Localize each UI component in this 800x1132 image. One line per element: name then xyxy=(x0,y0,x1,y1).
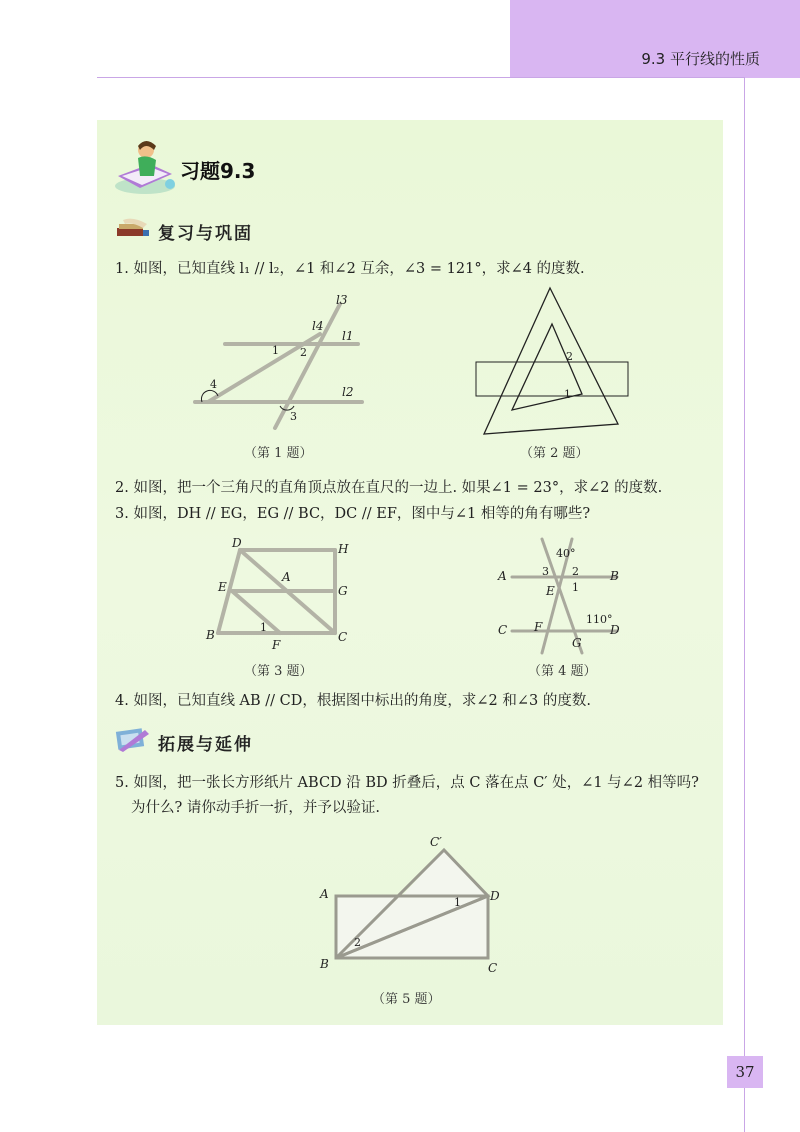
problem-5-line-1: 5. 如图，把一张长方形纸片 ABCD 沿 BD 折叠后，点 C 落在点 C′ 处，∠1 与∠2 相等吗? xyxy=(115,775,699,791)
section-title: 9.3 平行线的性质 xyxy=(641,50,760,68)
label-angle-1: 1 xyxy=(260,621,267,634)
label-angle-1: 1 xyxy=(272,344,279,357)
figure-5 xyxy=(316,830,506,978)
section-heading-extension: 拓展与延伸 xyxy=(158,735,253,755)
label-C-prime: C′ xyxy=(430,835,442,849)
margin-rule xyxy=(744,78,745,1132)
figure-2 xyxy=(470,284,632,438)
extension-pencil-icon xyxy=(113,726,153,752)
problem-3: 3. 如图，DH // EG，EG // BC，DC // EF，图中与∠1 相等的角有哪些? xyxy=(115,506,591,522)
figure-1 xyxy=(190,292,370,430)
label-D: D xyxy=(490,889,500,903)
exercise-title: 习题9.3 xyxy=(180,159,256,183)
label-E: E xyxy=(546,584,555,598)
label-B: B xyxy=(320,957,329,971)
label-40-degrees: 40° xyxy=(556,547,576,560)
label-E: E xyxy=(218,580,227,594)
label-C: C xyxy=(488,961,498,975)
label-angle-1: 1 xyxy=(454,896,461,909)
page-number: 37 xyxy=(727,1056,763,1088)
label-l1: l1 xyxy=(342,329,354,343)
caption-figure-5: （第 5 题） xyxy=(372,992,441,1007)
label-A: A xyxy=(282,570,291,584)
label-A: A xyxy=(498,569,507,583)
label-angle-4: 4 xyxy=(210,378,217,391)
figure-3 xyxy=(200,535,360,653)
triangle-outer xyxy=(484,288,618,434)
label-D: D xyxy=(610,623,620,637)
label-angle-3: 3 xyxy=(542,565,549,578)
figure-4 xyxy=(492,535,630,655)
label-110-degrees: 110° xyxy=(586,613,613,626)
label-l2: l2 xyxy=(342,385,354,399)
section-heading-review: 复习与巩固 xyxy=(158,224,253,244)
label-F: F xyxy=(534,620,543,634)
triangle-inner xyxy=(512,324,582,410)
review-books-icon xyxy=(113,218,153,240)
label-angle-2: 2 xyxy=(572,565,579,578)
label-angle-2: 2 xyxy=(354,936,361,949)
ruler xyxy=(476,362,628,396)
label-G: G xyxy=(338,584,348,598)
label-C: C xyxy=(498,623,508,637)
label-l3: l3 xyxy=(336,293,348,307)
problem-1: 1. 如图，已知直线 l₁ // l₂，∠1 和∠2 互余，∠3 = 121°，求∠4 的度数. xyxy=(115,261,585,277)
label-B: B xyxy=(206,628,215,642)
label-G: G xyxy=(572,636,582,650)
label-D: D xyxy=(232,536,242,550)
label-H: H xyxy=(338,542,349,556)
label-angle-2: 2 xyxy=(566,350,573,363)
label-l4: l4 xyxy=(312,319,324,333)
problem-4: 4. 如图，已知直线 AB // CD，根据图中标出的角度，求∠2 和∠3 的度数. xyxy=(115,693,591,709)
label-B: B xyxy=(610,569,619,583)
label-angle-3: 3 xyxy=(290,410,297,423)
label-angle-1: 1 xyxy=(572,581,579,594)
problem-5-line-2: 为什么? 请你动手折一折，并予以验证. xyxy=(131,800,380,816)
label-angle-1: 1 xyxy=(564,388,571,401)
label-C: C xyxy=(338,630,348,644)
label-A: A xyxy=(320,887,329,901)
label-F: F xyxy=(272,638,281,652)
header-divider xyxy=(97,77,745,78)
label-angle-2: 2 xyxy=(300,346,307,359)
caption-figure-3: （第 3 题） xyxy=(244,664,313,679)
caption-figure-1: （第 1 题） xyxy=(244,446,313,461)
problem-2: 2. 如图，把一个三角尺的直角顶点放在直尺的一边上. 如果∠1 = 23°，求∠2 的度数. xyxy=(115,480,663,496)
student-reading-icon xyxy=(110,136,180,196)
line-EF xyxy=(232,591,280,633)
caption-figure-2: （第 2 题） xyxy=(520,446,589,461)
caption-figure-4: （第 4 题） xyxy=(528,664,597,679)
